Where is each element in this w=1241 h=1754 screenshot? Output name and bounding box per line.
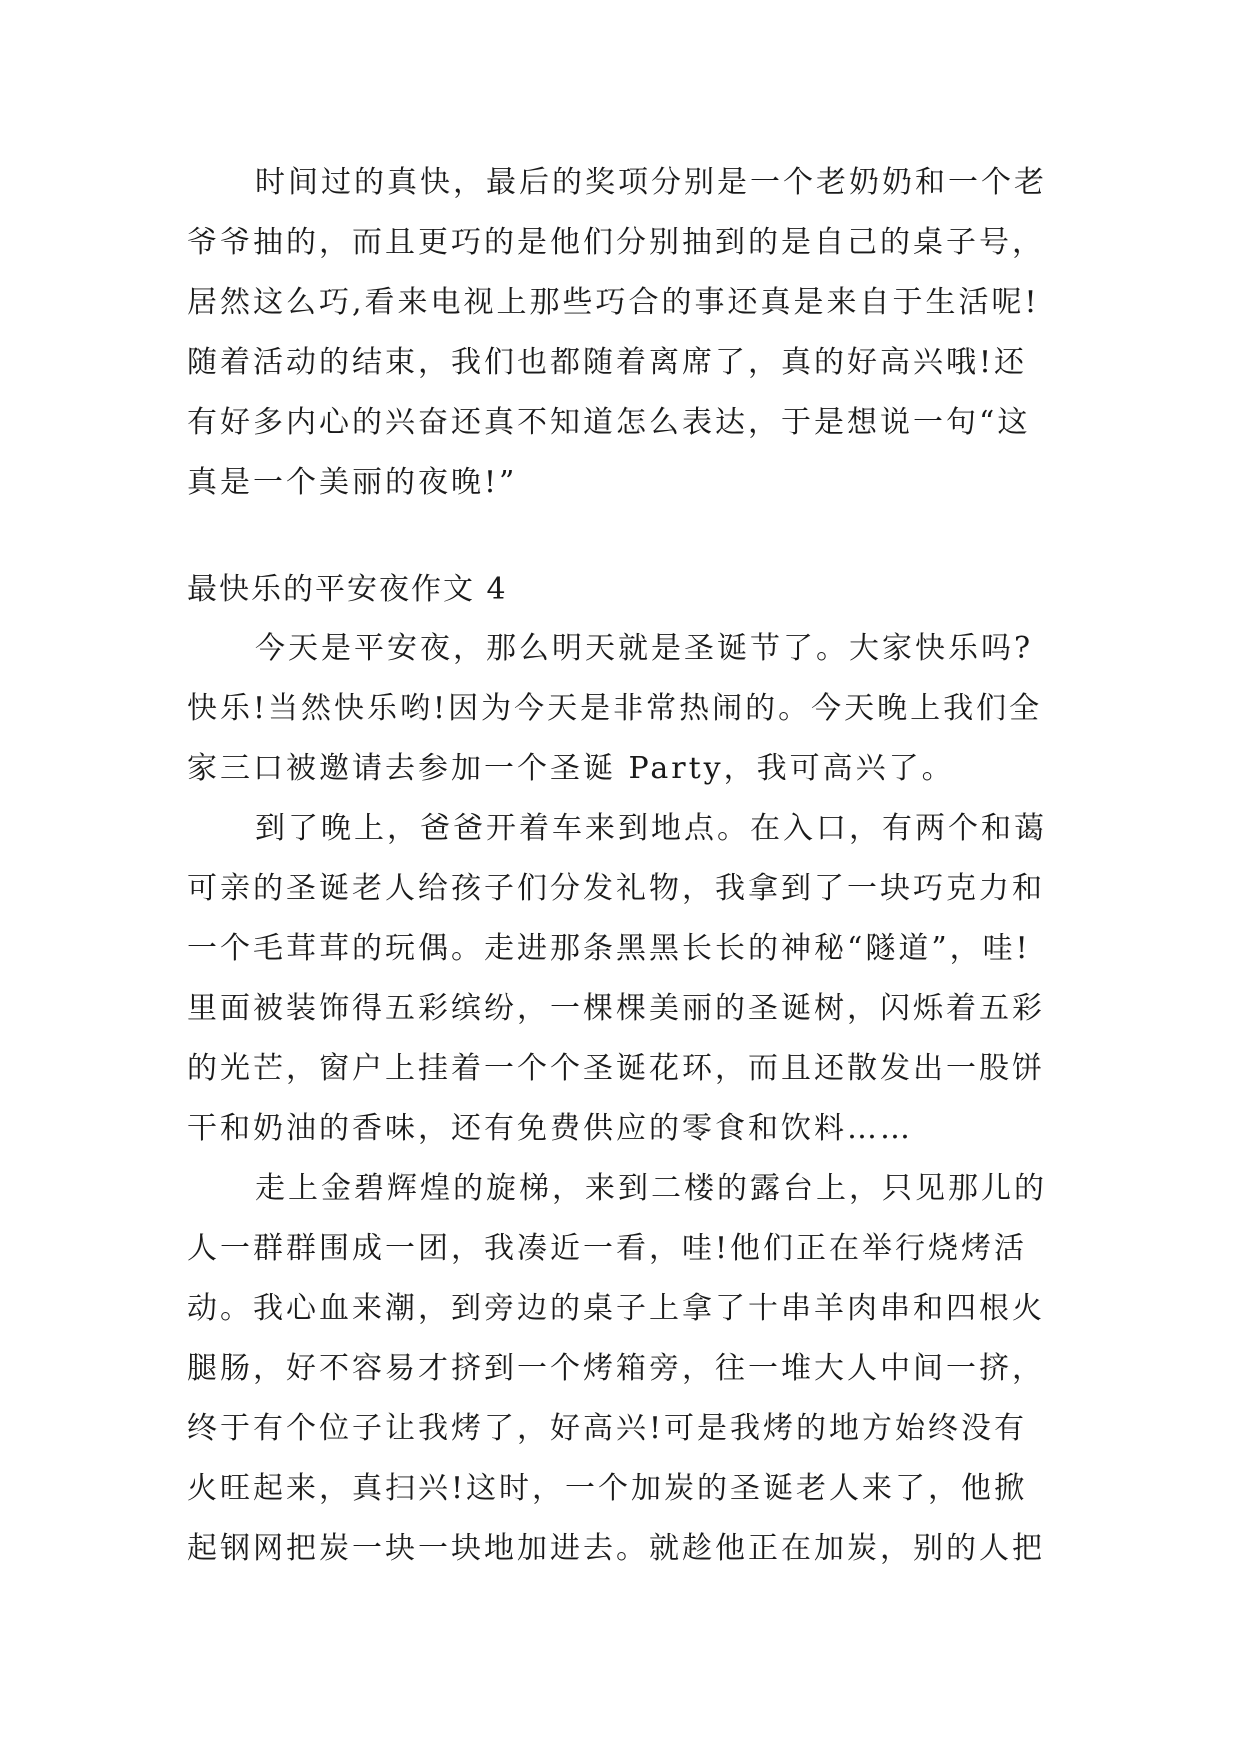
text-line: 腿肠，好不容易才挤到一个烤箱旁，往一堆大人中间一挤， xyxy=(187,1351,1045,1386)
text-line: 终于有个位子让我烤了，好高兴!可是我烤的地方始终没有 xyxy=(187,1411,1028,1446)
text-line: 干和奶油的香味，还有免费供应的零食和饮料…… xyxy=(187,1111,913,1146)
text-line: 里面被装饰得五彩缤纷，一棵棵美丽的圣诞树，闪烁着五彩 xyxy=(187,991,1045,1026)
text-line: 人一群群围成一团，我凑近一看，哇!他们正在举行烧烤活 xyxy=(187,1231,1028,1266)
text-line: 爷爷抽的，而且更巧的是他们分别抽到的是自己的桌子号， xyxy=(187,225,1045,260)
text-line: 随着活动的结束，我们也都随着离席了，真的好高兴哦!还 xyxy=(187,345,1028,380)
text-line: 家三口被邀请去参加一个圣诞 Party，我可高兴了。 xyxy=(187,751,955,786)
text-line: 一个毛茸茸的玩偶。走进那条黑黑长长的神秘“隧道”，哇! xyxy=(187,931,1031,966)
text-line: 真是一个美丽的夜晚!” xyxy=(187,465,518,500)
text-line: 走上金碧辉煌的旋梯，来到二楼的露台上，只见那儿的 xyxy=(255,1171,1047,1206)
text-line: 火旺起来，真扫兴!这时，一个加炭的圣诞老人来了，他掀 xyxy=(187,1471,1028,1506)
text-line: 快乐!当然快乐哟!因为今天是非常热闹的。今天晚上我们全 xyxy=(187,691,1043,726)
text-line: 今天是平安夜，那么明天就是圣诞节了。大家快乐吗? xyxy=(255,631,1034,666)
text-line: 时间过的真快，最后的奖项分别是一个老奶奶和一个老 xyxy=(255,165,1047,200)
text-line: 有好多内心的兴奋还真不知道怎么表达，于是想说一句“这 xyxy=(187,405,1031,440)
text-line: 的光芒，窗户上挂着一个个圣诞花环，而且还散发出一股饼 xyxy=(187,1051,1045,1086)
text-line: 居然这么巧,看来电视上那些巧合的事还真是来自于生活呢! xyxy=(187,285,1040,320)
essay-title: 最快乐的平安夜作文 4 xyxy=(187,572,508,607)
text-line: 可亲的圣诞老人给孩子们分发礼物，我拿到了一块巧克力和 xyxy=(187,871,1045,906)
text-line: 起钢网把炭一块一块地加进去。就趁他正在加炭，别的人把 xyxy=(187,1531,1045,1566)
text-line: 到了晚上，爸爸开着车来到地点。在入口，有两个和蔼 xyxy=(255,811,1047,846)
text-line: 动。我心血来潮，到旁边的桌子上拿了十串羊肉串和四根火 xyxy=(187,1291,1045,1326)
